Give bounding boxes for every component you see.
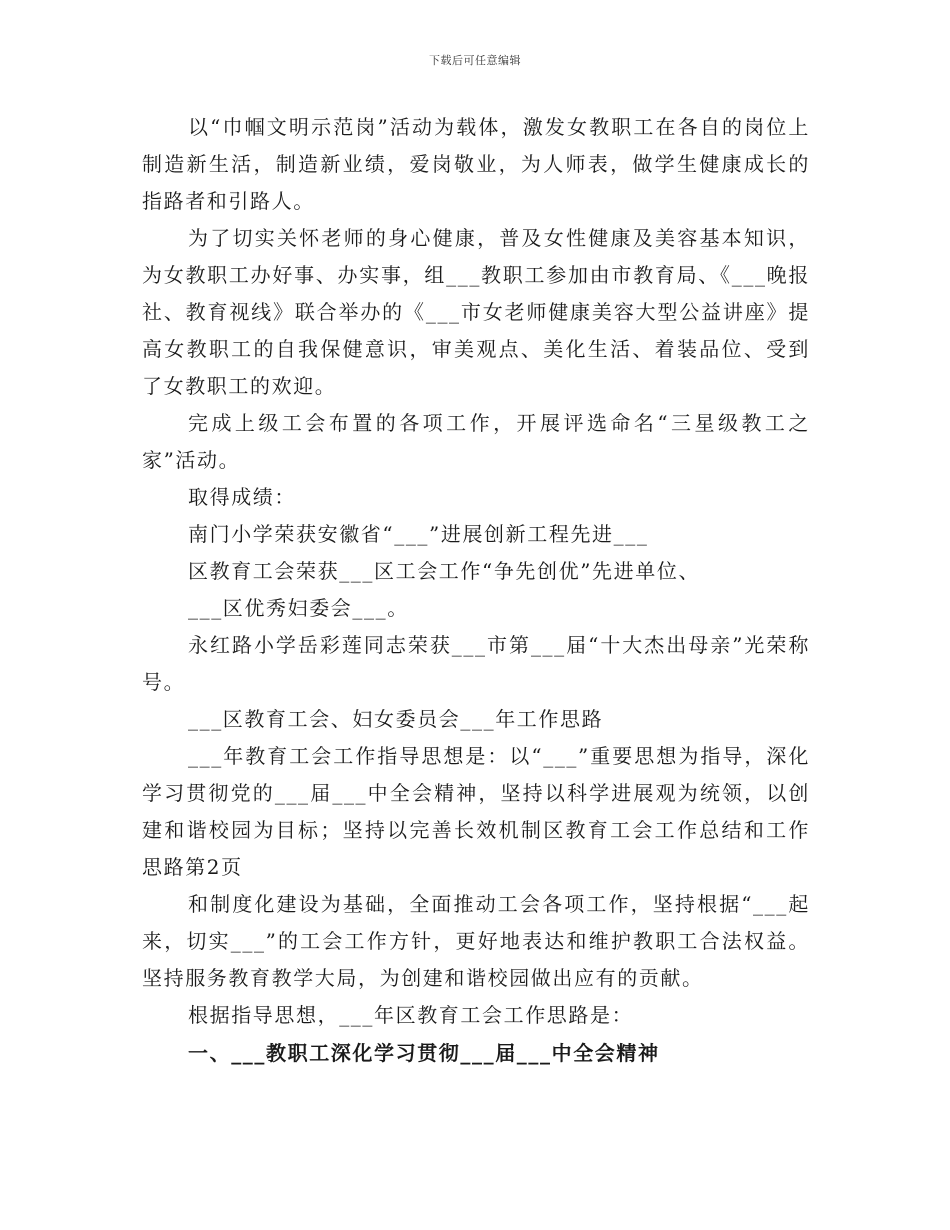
paragraph-work-plan-intro: 根据指导思想，___年区教育工会工作思路是：: [188, 1003, 634, 1027]
paragraph-1: 以“巾帼文明示范岗”活动为载体，激发女教职工在各自的岗位上制造新生活，制造新业绩，爱岗敬业，为人师表，做学生健康成长的指路者和引路人。: [142, 115, 810, 213]
paragraph-achievements-label: 取得成绩：: [188, 485, 296, 509]
paragraph-achievement-3: ___区优秀妇委会___。: [188, 596, 409, 620]
paragraph-section-title: ___区教育工会、妇女委员会___年工作思路: [188, 707, 604, 731]
header-note: 下载后可任意编辑: [429, 54, 521, 67]
paragraph-guiding-thought: ___年教育工会工作指导思想是：以“___”重要思想为指导，深化学习贯彻党的___届___中全会精神，坚持以科学进展观为统领，以创建和谐校园为目标；坚持以完善长效机制区教育工会工作总结和工作思路第2页: [142, 744, 810, 879]
paragraph-3: 完成上级工会布置的各项工作，开展评选命名“三星级教工之家”活动。: [142, 411, 810, 472]
paragraph-achievement-1: 南门小学荣获安徽省“___”进展创新工程先进___: [188, 522, 649, 546]
paragraph-2: 为了切实关怀老师的身心健康，普及女性健康及美容基本知识，为女教职工办好事、办实事，组___教职工参加由市教育局、《___晚报社、教育视线》联合举办的《___市女老师健康美容大型公益讲座》提高女教职工的自我保健意识，审美观点、美化生活、着装品位、受到了女教职工的欢迎。: [142, 226, 810, 398]
document-body: [142, 109, 810, 1072]
paragraph-continuation: 和制度化建设为基础，全面推动工会各项工作，坚持根据“___起来，切实___”的工会工作方针，更好地表达和维护教职工合法权益。坚持服务教育教学大局，为创建和谐校园做出应有的贡献。: [142, 892, 810, 990]
section-heading-1: 一、___教职工深化学习贯彻___届___中全会精神: [188, 1041, 660, 1065]
paragraph-achievement-2: 区教育工会荣获___区工会工作“争先创优”先进单位、: [188, 559, 701, 583]
paragraph-achievement-4: 永红路小学岳彩莲同志荣获___市第___届“十大杰出母亲”光荣称号。: [142, 633, 810, 694]
